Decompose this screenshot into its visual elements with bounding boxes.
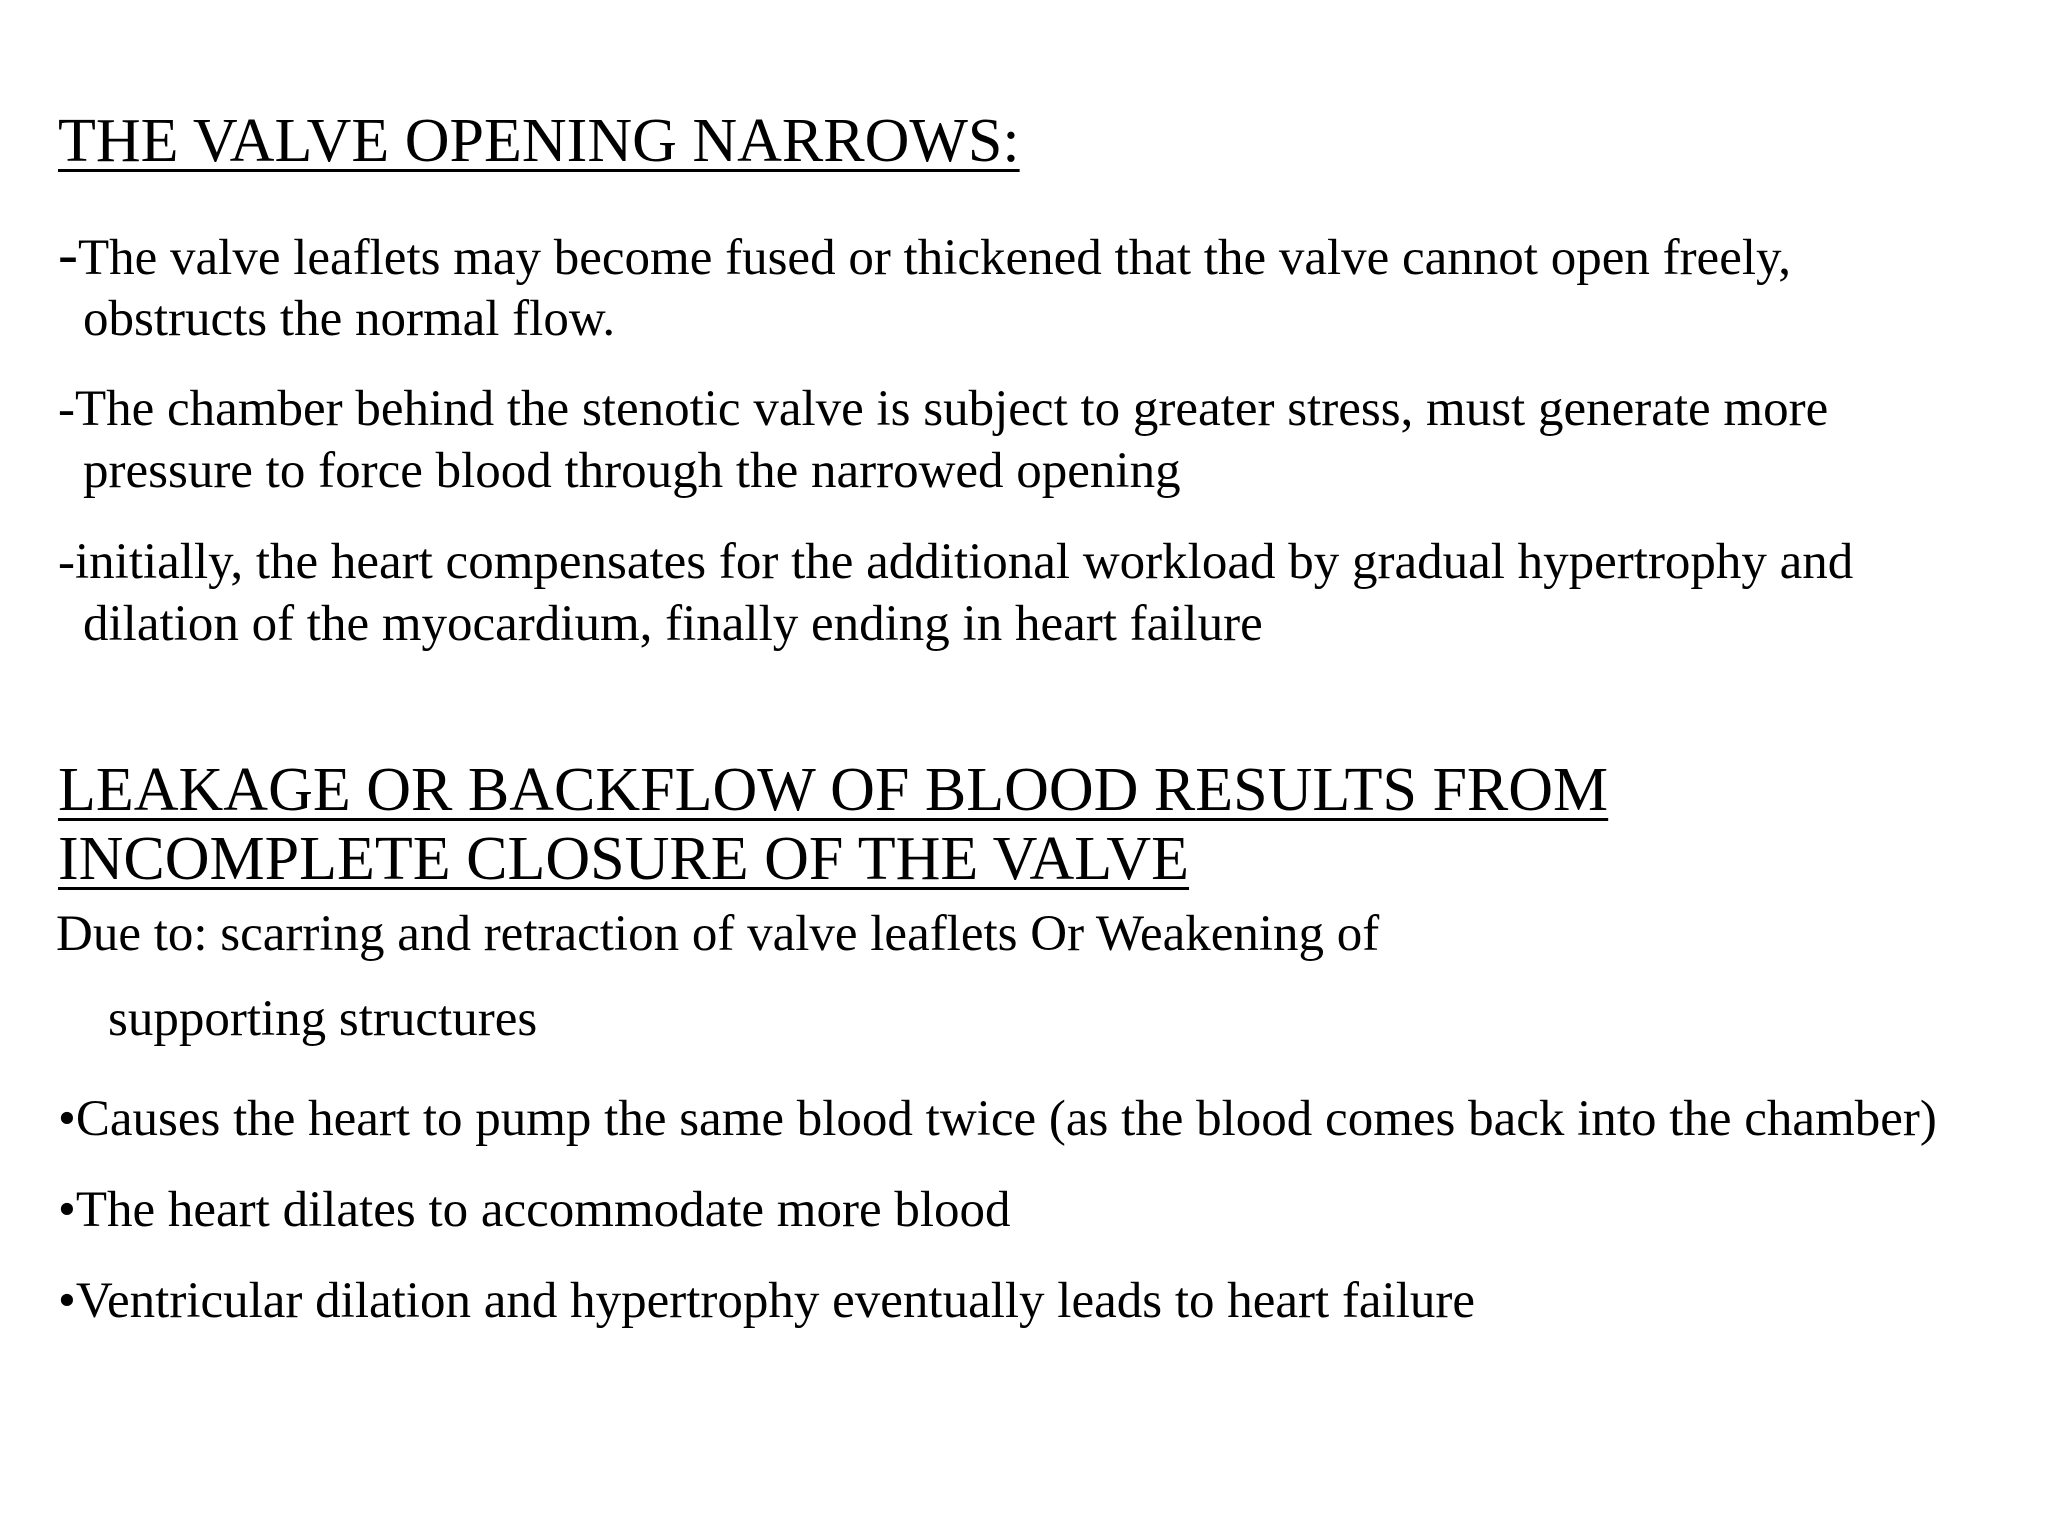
stenosis-point-2-line-2: pressure to force blood through the narrowed opening — [83, 443, 1181, 499]
section-heading-leakage-line-2: INCOMPLETE CLOSURE OF THE VALVE — [58, 825, 1190, 893]
stenosis-point-3-line-2: dilation of the myocardium, finally ending in heart failure — [83, 596, 1263, 652]
due-to-line-1: Due to: scarring and retraction of valve leaflets Or Weakening of — [56, 906, 1380, 962]
stenosis-point-3-line-1: -initially, the heart compensates for the additional workload by gradual hypertrophy and — [58, 534, 1854, 590]
section-heading-valve-narrows: THE VALVE OPENING NARROWS: — [58, 107, 1020, 175]
regurgitation-bullet-1: •Causes the heart to pump the same blood twice (as the blood comes back into the chamber) — [58, 1091, 1937, 1147]
regurgitation-bullet-3: •Ventricular dilation and hypertrophy eventually leads to heart failure — [58, 1273, 1476, 1329]
due-to-line-2: supporting structures — [108, 991, 538, 1047]
regurgitation-bullet-2: •The heart dilates to accommodate more blood — [58, 1182, 1011, 1238]
stenosis-point-1-line-2: obstructs the normal flow. — [83, 291, 616, 347]
section-heading-leakage-line-1: LEAKAGE OR BACKFLOW OF BLOOD RESULTS FROM — [58, 756, 1609, 824]
stenosis-point-1-line-1: The valve leaflets may become fused or thickened that the valve cannot open freely, — [77, 230, 1791, 286]
stenosis-point-1 — [58, 221, 1791, 287]
stenosis-point-2-line-1: -The chamber behind the stenotic valve is subject to greater stress, must generate more — [58, 381, 1829, 437]
dash-marker: - — [58, 221, 78, 287]
